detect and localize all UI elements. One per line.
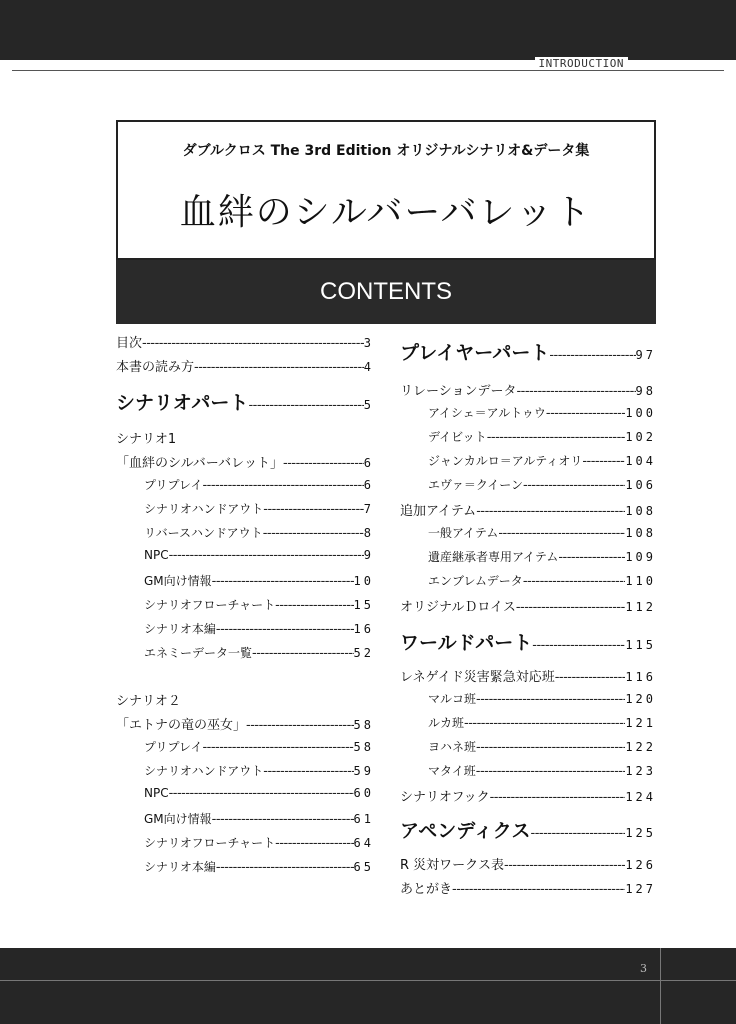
toc-entry-page: 109 bbox=[625, 550, 656, 564]
toc-entry-label: ヨハネ班 bbox=[428, 740, 477, 754]
toc-leader bbox=[531, 826, 626, 841]
toc-entry-label: プレイヤーパート bbox=[400, 342, 550, 364]
toc-leader bbox=[216, 622, 354, 637]
toc-entry[interactable] bbox=[400, 380, 656, 404]
toc-leader bbox=[275, 598, 353, 613]
toc-scenario-heading[interactable] bbox=[116, 428, 374, 452]
toc-entry-label: シナリオ２ bbox=[116, 694, 181, 709]
toc-entry[interactable] bbox=[116, 332, 374, 356]
toc-entry-label: GM向け情報 bbox=[144, 574, 212, 588]
toc-entry-label: リバースハンドアウト bbox=[144, 526, 263, 540]
toc-entry-page: 3 bbox=[363, 336, 374, 350]
toc-entry-label: R 災対ワークス表 bbox=[400, 858, 505, 873]
toc-leader bbox=[476, 764, 626, 779]
toc-entry[interactable] bbox=[116, 810, 374, 834]
toc-entry[interactable] bbox=[116, 476, 374, 500]
toc-entry-page: 126 bbox=[625, 858, 656, 872]
toc-leader bbox=[246, 718, 354, 733]
toc-entry-label: マルコ班 bbox=[428, 692, 477, 706]
toc-entry-label: シナリオ本編 bbox=[144, 860, 216, 874]
toc-leader bbox=[558, 550, 625, 565]
toc-leader bbox=[476, 740, 625, 755]
toc-part-heading[interactable] bbox=[400, 338, 656, 368]
toc-entry-label: シナリオ1 bbox=[116, 432, 177, 447]
toc-leader bbox=[476, 692, 625, 707]
toc-leader bbox=[549, 348, 635, 363]
toc-part-heading[interactable] bbox=[400, 628, 656, 658]
toc-entry[interactable] bbox=[116, 572, 374, 596]
page-number: 3 bbox=[640, 962, 647, 975]
toc-entry[interactable] bbox=[116, 620, 374, 644]
toc-entry-label: シナリオハンドアウト bbox=[144, 764, 264, 778]
toc-entry-page: 127 bbox=[625, 882, 656, 896]
toc-entry-label: ルカ班 bbox=[428, 716, 465, 730]
toc-left-column bbox=[116, 332, 374, 882]
toc-entry-page: 100 bbox=[625, 406, 656, 420]
toc-entry-page: 97 bbox=[635, 348, 656, 362]
toc-leader bbox=[464, 716, 625, 731]
toc-leader bbox=[523, 574, 626, 589]
toc-entry-label: ワールドパート bbox=[400, 632, 533, 654]
toc-leader bbox=[452, 882, 625, 897]
toc-entry-page: 58 bbox=[353, 740, 374, 754]
toc-leader bbox=[263, 502, 363, 517]
toc-leader bbox=[504, 858, 625, 873]
toc-entry-page: 10 bbox=[353, 574, 374, 588]
toc-leader bbox=[169, 786, 354, 801]
toc-entry[interactable] bbox=[116, 596, 374, 620]
toc-entry[interactable] bbox=[116, 500, 374, 524]
toc-entry[interactable] bbox=[116, 834, 374, 858]
toc-entry[interactable] bbox=[400, 500, 656, 524]
toc-entry[interactable] bbox=[400, 572, 656, 596]
toc-leader bbox=[582, 454, 625, 469]
book-subtitle: ダブルクロス The 3rd Edition オリジナルシナリオ&データ集 bbox=[182, 143, 590, 159]
toc-entry[interactable] bbox=[400, 878, 656, 902]
toc-entry-page: 104 bbox=[625, 454, 656, 468]
toc-entry-page: 59 bbox=[353, 764, 374, 778]
toc-entry-label: リレーションデータ bbox=[400, 384, 517, 399]
toc-entry-page: 115 bbox=[625, 638, 656, 652]
toc-entry-page: 112 bbox=[625, 600, 656, 614]
toc-leader bbox=[490, 790, 626, 805]
toc-entry-page: 7 bbox=[363, 502, 374, 516]
toc-entry-label: シナリオパート bbox=[116, 392, 249, 414]
toc-entry-label: シナリオフック bbox=[400, 790, 490, 805]
toc-entry-label: 追加アイテム bbox=[400, 504, 477, 519]
toc-entry-label: エヴァ＝クイーン bbox=[428, 478, 524, 492]
book-title: 血絆のシルバーバレット bbox=[179, 192, 593, 233]
toc-entry-page: 122 bbox=[625, 740, 656, 754]
toc-entry[interactable] bbox=[400, 714, 656, 738]
toc-entry-label: 遺産継承者専用アイテム bbox=[428, 550, 559, 564]
toc-leader bbox=[194, 360, 364, 375]
toc-entry-page: 60 bbox=[353, 786, 374, 800]
toc-entry-label: 目次 bbox=[116, 336, 143, 351]
toc-entry-page: 61 bbox=[353, 812, 374, 826]
toc-leader bbox=[142, 336, 364, 351]
toc-entry-label: シナリオフローチャート bbox=[144, 836, 276, 850]
top-bar bbox=[0, 0, 736, 60]
toc-entry-page: 116 bbox=[625, 670, 656, 684]
toc-entry[interactable] bbox=[116, 524, 374, 548]
toc-entry-page: 102 bbox=[625, 430, 656, 444]
footer-rule bbox=[0, 980, 736, 981]
toc-entry[interactable] bbox=[400, 666, 656, 690]
toc-entry-page: 5 bbox=[363, 398, 374, 412]
toc-entry-page: 8 bbox=[363, 526, 374, 540]
toc-entry[interactable] bbox=[400, 596, 656, 620]
toc-entry-label: NPC bbox=[144, 548, 169, 562]
toc-leader bbox=[546, 406, 625, 421]
toc-leader bbox=[248, 398, 363, 413]
bottom-bar bbox=[0, 948, 736, 1024]
toc-entry[interactable] bbox=[116, 786, 374, 810]
toc-entry-label: オリジナルＤロイス bbox=[400, 600, 516, 615]
toc-entry[interactable] bbox=[400, 452, 656, 476]
toc-entry-page: 64 bbox=[353, 836, 374, 850]
toc-entry-page: 9 bbox=[363, 548, 374, 562]
toc-entry[interactable] bbox=[400, 548, 656, 572]
toc-entry[interactable] bbox=[116, 644, 374, 668]
toc-entry-page: 120 bbox=[625, 692, 656, 706]
toc-entry-label: 一般アイテム bbox=[428, 526, 499, 540]
toc-entry-label: GM向け情報 bbox=[144, 812, 212, 826]
toc-leader bbox=[216, 860, 354, 875]
toc-entry-page: 124 bbox=[625, 790, 656, 804]
toc-part-heading[interactable] bbox=[400, 816, 656, 846]
section-rule bbox=[12, 57, 724, 72]
toc-leader bbox=[212, 812, 354, 827]
toc-entry[interactable] bbox=[400, 854, 656, 878]
toc-leader bbox=[169, 548, 364, 563]
toc-entry-page: 110 bbox=[625, 574, 656, 588]
toc-leader bbox=[476, 504, 625, 519]
toc-entry-page: 52 bbox=[353, 646, 374, 660]
toc-leader bbox=[202, 478, 363, 493]
toc-entry-label: シナリオ本編 bbox=[144, 622, 216, 636]
toc-leader bbox=[523, 478, 625, 493]
toc-entry-page: 6 bbox=[363, 456, 374, 470]
toc-entry[interactable] bbox=[116, 356, 374, 380]
toc-leader bbox=[202, 740, 353, 755]
toc-leader bbox=[516, 600, 625, 615]
toc-entry-page: 65 bbox=[353, 860, 374, 874]
toc-entry-page: 4 bbox=[363, 360, 374, 374]
toc-entry[interactable] bbox=[400, 524, 656, 548]
title-box bbox=[116, 120, 656, 260]
toc-entry-label: あとがき bbox=[400, 882, 453, 897]
toc-entry[interactable] bbox=[400, 690, 656, 714]
toc-entry-page: 123 bbox=[625, 764, 656, 778]
toc-entry[interactable] bbox=[400, 762, 656, 786]
toc-entry[interactable] bbox=[400, 428, 656, 452]
toc-right-column bbox=[400, 332, 656, 902]
toc-leader bbox=[555, 670, 626, 685]
toc-entry-label: プリプレイ bbox=[144, 740, 203, 754]
toc-entry[interactable] bbox=[116, 858, 374, 882]
toc-entry-label: エネミーデータ一覧 bbox=[144, 646, 253, 660]
toc-entry-label: 「エトナの竜の巫女」 bbox=[116, 718, 247, 733]
toc-entry-label: プリプレイ bbox=[144, 478, 203, 492]
toc-entry[interactable] bbox=[116, 738, 374, 762]
toc-leader bbox=[212, 574, 354, 589]
toc-entry-page: 125 bbox=[625, 826, 656, 840]
toc-entry-page: 15 bbox=[353, 598, 374, 612]
toc-entry-page: 108 bbox=[625, 526, 656, 540]
toc-leader bbox=[498, 526, 625, 541]
toc-entry-page: 16 bbox=[353, 622, 374, 636]
toc-entry-label: マタイ班 bbox=[428, 764, 476, 778]
toc-entry-label: シナリオフローチャート bbox=[144, 598, 276, 612]
toc-leader bbox=[263, 526, 364, 541]
toc-entry-page: 6 bbox=[363, 478, 374, 492]
toc-entry-page: 106 bbox=[625, 478, 656, 492]
toc-scenario-heading[interactable] bbox=[116, 690, 374, 714]
toc-entry[interactable] bbox=[400, 738, 656, 762]
toc-entry[interactable] bbox=[116, 762, 374, 786]
toc-entry-page: 98 bbox=[635, 384, 656, 398]
toc-leader bbox=[263, 764, 353, 779]
toc-entry-page: 58 bbox=[353, 718, 374, 732]
toc-entry[interactable] bbox=[116, 714, 374, 738]
toc-entry[interactable] bbox=[116, 548, 374, 572]
toc-entry-label: 本書の読み方 bbox=[116, 360, 195, 375]
section-rule-line bbox=[12, 70, 724, 71]
toc-entry-label: アペンディクス bbox=[400, 820, 531, 842]
toc-leader bbox=[532, 638, 625, 653]
toc-part-heading[interactable] bbox=[116, 388, 374, 416]
toc-entry-label: ジャンカルロ＝アルティオリ bbox=[428, 454, 583, 468]
toc-entry-label: シナリオハンドアウト bbox=[144, 502, 264, 516]
toc-entry[interactable] bbox=[400, 786, 656, 810]
toc-entry-label: レネゲイド災害緊急対応班 bbox=[400, 670, 555, 685]
toc-entry[interactable] bbox=[400, 404, 656, 428]
toc-entry-label: 「血絆のシルバーバレット」 bbox=[116, 456, 283, 471]
toc-entry-label: NPC bbox=[144, 786, 169, 800]
toc-entry-label: デイビット bbox=[428, 430, 487, 444]
toc-leader bbox=[283, 456, 364, 471]
toc-leader bbox=[252, 646, 354, 661]
toc-leader bbox=[516, 384, 635, 399]
toc-entry[interactable] bbox=[116, 452, 374, 476]
toc-entry-page: 121 bbox=[625, 716, 656, 730]
contents-heading: CONTENTS bbox=[116, 260, 656, 324]
toc-entry-label: アイシェ＝アルトゥウ bbox=[428, 406, 546, 420]
toc-entry[interactable] bbox=[400, 476, 656, 500]
toc-leader bbox=[275, 836, 353, 851]
footer-divider bbox=[660, 948, 661, 1024]
toc-entry-label: エンブレムデータ bbox=[428, 574, 523, 588]
toc-leader bbox=[487, 430, 626, 445]
section-label: INTRODUCTION bbox=[535, 57, 628, 70]
toc-entry-page: 108 bbox=[625, 504, 656, 518]
